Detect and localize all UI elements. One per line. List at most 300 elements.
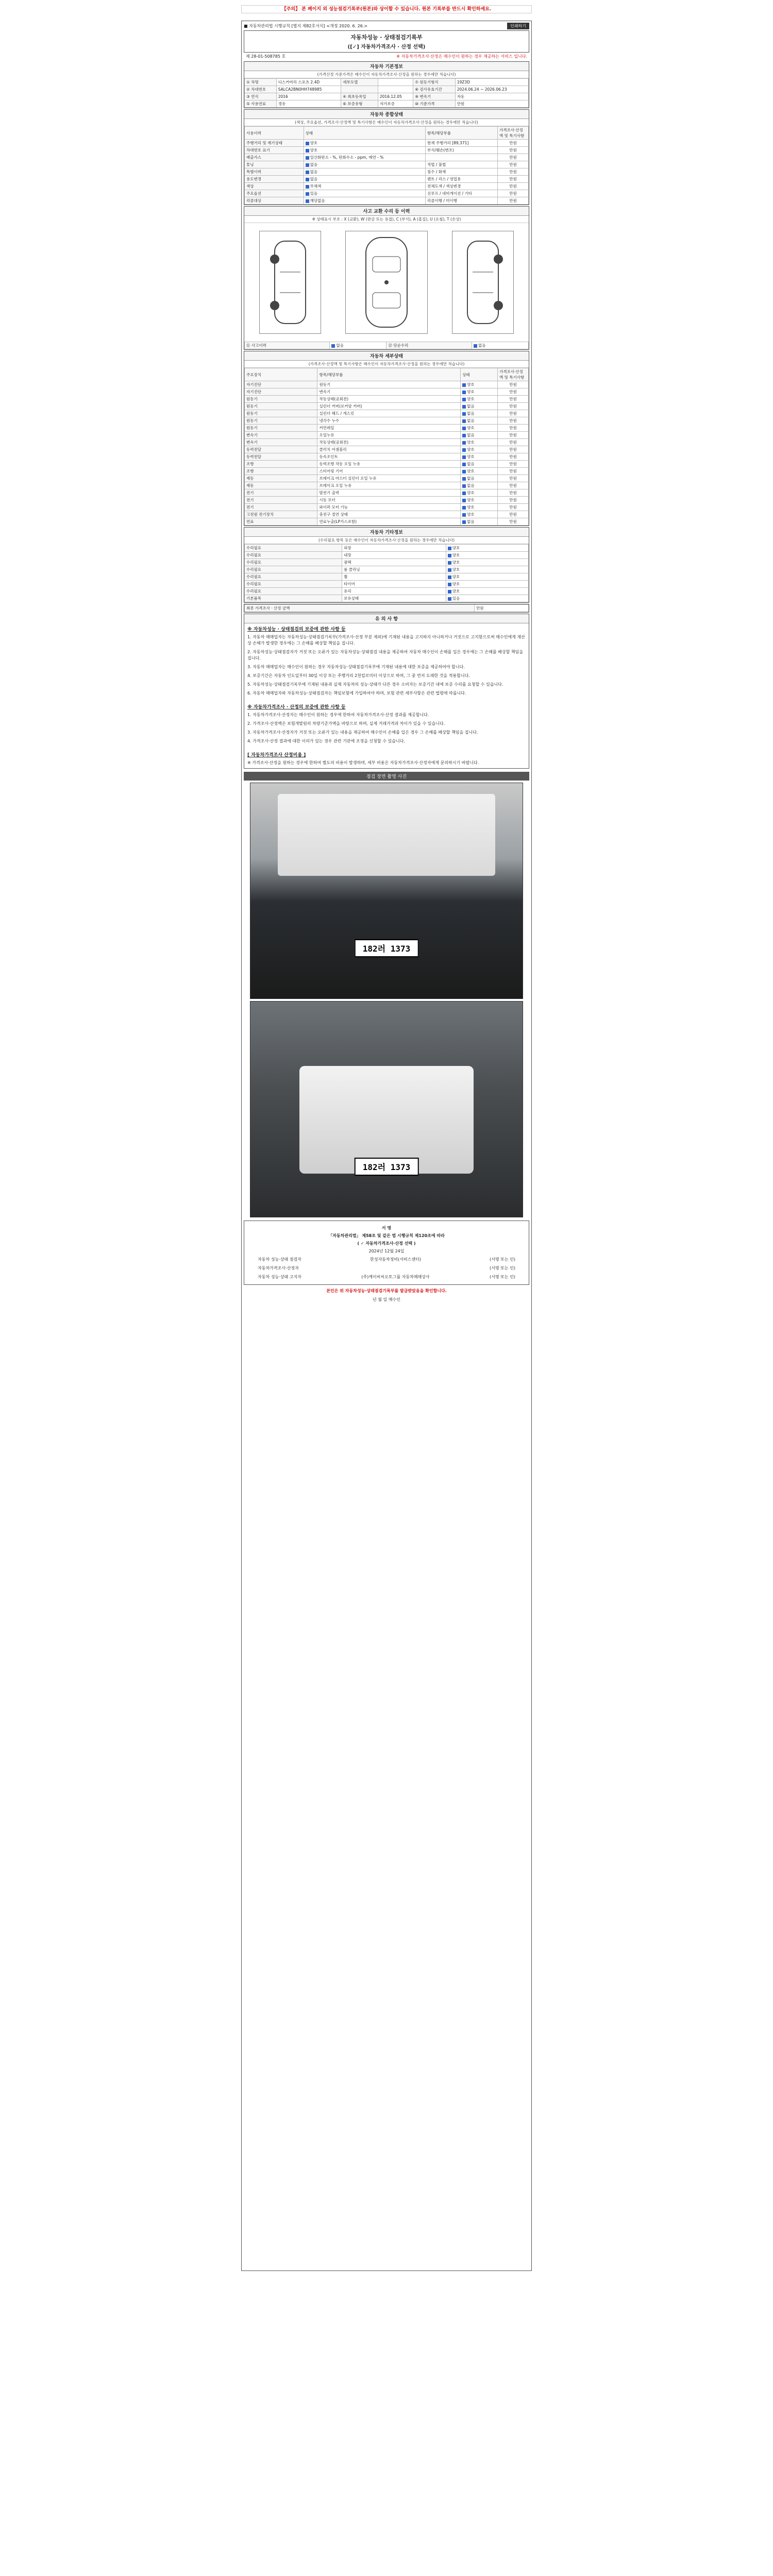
state-item: 배출가스 (245, 154, 304, 161)
exterior-section (244, 206, 529, 350)
report-title (244, 30, 529, 53)
etc-status: 양호 (446, 588, 528, 595)
detail-status: 양호 (461, 396, 498, 403)
note-paragraph: 6. 자동차 매매업자와 자동차성능·상태점검자는 책임보험에 가입하여야 하며, 보험 관련 세부사항은 관련 법령에 따릅니다. (247, 691, 466, 696)
opinion-section (244, 604, 529, 613)
etc-status: 양호 (446, 566, 528, 573)
detail-device: 변속기 (245, 432, 317, 439)
checkbox-icon (462, 477, 466, 481)
sign-date: 2024년 12월 24일 (368, 1249, 405, 1253)
checkbox-icon (306, 199, 309, 203)
detail-row (245, 396, 529, 403)
detail-status: 없음 (461, 482, 498, 489)
detail-status: 양호 (461, 446, 498, 453)
etc-item: 타이어 (342, 581, 446, 588)
state-header: 가격조사·산정액 및 특기사항 (498, 127, 529, 140)
car-side-icon (462, 236, 503, 329)
basic-cell: 2016 (276, 93, 341, 100)
checkbox-icon (462, 520, 466, 524)
detail-row (245, 453, 529, 461)
etc-row (245, 573, 529, 581)
notice-bar: 【주의】 본 페이지 외 성능점검기록부(원본)와 상이할 수 있습니다. 원본 기록부를 반드시 확인하세요. (241, 5, 532, 13)
detail-row (245, 497, 529, 504)
detail-part: 등속조인트 (317, 453, 461, 461)
detail-row (245, 511, 529, 518)
checkbox-icon (462, 463, 466, 466)
etc-row (245, 552, 529, 559)
basic-cell: SALCA2BN0HH748985 (276, 86, 341, 93)
detail-device: 원동기 (245, 403, 317, 410)
etc-item: 룸 클리닝 (342, 566, 446, 573)
detail-row (245, 410, 529, 417)
basic-cell: ⑤ 사용연료 (245, 100, 277, 108)
state-part (425, 154, 497, 161)
checkbox-icon (462, 492, 466, 495)
inspection-report (241, 21, 532, 2271)
state-price: 만원 (498, 161, 529, 168)
simple-repair-value: 없음 (472, 342, 528, 349)
detail-status: 양호 (461, 468, 498, 475)
etc-status: 양호 (446, 559, 528, 566)
detail-device: 조향 (245, 461, 317, 468)
basic-cell: ⑥ 보증유형 (341, 100, 378, 108)
checkbox-icon (462, 412, 466, 416)
detail-device: 전기 (245, 489, 317, 497)
doc-warning: ※ 자동차가격조사·산정은 매수인이 원하는 경우 제공하는 서비스 입니다. (396, 54, 527, 59)
state-status: 없음 (304, 168, 425, 176)
basic-row (245, 86, 529, 93)
etc-item: 광택 (342, 559, 446, 566)
basic-cell (341, 86, 378, 93)
sign-row-appraiser: 자동차가격조사·산정자 (서명 또는 인) (258, 1266, 515, 1270)
detail-status: 양호 (461, 425, 498, 432)
detail-row (245, 425, 529, 432)
car-side-icon (270, 236, 311, 329)
state-item: 주요옵션 (245, 190, 304, 197)
etc-item: 보유상태 (342, 595, 446, 602)
detail-row (245, 518, 529, 526)
detail-header: 가격조사·산정액 및 특기사항 (498, 368, 529, 381)
checkbox-icon (462, 484, 466, 488)
detail-device: 원동기 (245, 425, 317, 432)
detail-device: 전기 (245, 497, 317, 504)
note-paragraph: 4. 보증기간은 자동차 인도일부터 30일 이상 또는 주행거리 2천킬로미터 이상으로 하며, 그 중 먼저 도래한 것을 적용합니다. (247, 673, 470, 678)
checkbox-icon (448, 583, 451, 586)
car-top-view (345, 231, 428, 334)
detail-status: 양호 (461, 504, 498, 511)
footer-date: 년 월 일 매수인 (373, 1297, 400, 1302)
rear-photo (250, 1001, 523, 1217)
detail-title: 자동차 세부상태 (244, 351, 529, 361)
etc-status: 양호 (446, 552, 528, 559)
checkbox-icon (462, 513, 466, 517)
sign-title: 서 명 (381, 1226, 392, 1230)
detail-part: 커먼레일 (317, 425, 461, 432)
state-header: 상태 (304, 127, 425, 140)
basic-cell: ⑦ 원동기형식 (413, 79, 456, 86)
state-title: 자동차 종합상태 (244, 110, 529, 119)
detail-row (245, 446, 529, 453)
note-paragraph: 1. 자동차 매매업자는 자동차성능·상태점검기록부(가격조사·산정 부분 제외)에 기재된 내용을 고지하지 아니하거나 거짓으로 고지함으로써 매수인에게 재산상 손해가 발생한 경우에는 그 손해를 배상할 책임을 집니다. (247, 635, 525, 646)
checkbox-icon (306, 149, 309, 152)
detail-part: 발전기 출력 (317, 489, 461, 497)
detail-price: 만원 (498, 468, 529, 475)
checkbox-icon (448, 590, 451, 594)
basic-cell: ⑨ 변속기 (413, 93, 456, 100)
state-part: 선루프 / 네비게이션 / 기타 (425, 190, 497, 197)
note-paragraph: 1. 자동차가격조사·산정자는 매수인이 원하는 경우에 한하여 자동차가격조사·산정 결과를 제공합니다. (247, 713, 429, 717)
detail-part: 시동 모터 (317, 497, 461, 504)
sign-intro: 「자동차관리법」 제58조 및 같은 법 시행규칙 제120조에 따라 (328, 1233, 445, 1238)
basic-row (245, 100, 529, 108)
checkbox-icon (448, 554, 451, 557)
title-main: 자동차성능 · 상태점검기록부 (350, 34, 423, 41)
basic-cell: ⑩ 기준가격 (413, 100, 456, 108)
basic-cell: 디스커버리 스포츠 2.4D (276, 79, 341, 86)
accident-label: ⑪ 사고이력 (245, 342, 330, 349)
notes-h1: ※ 자동차성능 · 상태점검의 보증에 관한 사항 등 (247, 627, 346, 632)
state-row (245, 190, 529, 197)
detail-price: 만원 (498, 396, 529, 403)
detail-device: 자기진단 (245, 388, 317, 396)
detail-part: 연료누출(LP가스포함) (317, 518, 461, 526)
sign-intro2: ( ✓ 자동차가격조사·산정 선택 ) (357, 1241, 416, 1246)
etc-status: 양호 (446, 545, 528, 552)
checkbox-icon (462, 448, 466, 452)
state-row (245, 168, 529, 176)
detail-part: 충전구 절연 상태 (317, 511, 461, 518)
detail-price: 만원 (498, 475, 529, 482)
etc-group: 수리필요 (245, 545, 342, 552)
detail-part: 클러치 어셈블리 (317, 446, 461, 453)
basic-cell (378, 86, 413, 93)
detail-row (245, 475, 529, 482)
state-part: 부식/훼손(변조) (425, 147, 497, 154)
engine-photo (250, 783, 523, 999)
state-item: 튜닝 (245, 161, 304, 168)
detail-price: 만원 (498, 497, 529, 504)
state-price: 만원 (498, 147, 529, 154)
etc-row (245, 588, 529, 595)
state-price: 만원 (498, 140, 529, 147)
detail-device: 동력전달 (245, 453, 317, 461)
detail-status: 양호 (461, 439, 498, 446)
detail-price: 만원 (498, 489, 529, 497)
note-paragraph: 5. 자동차성능·상태점검기록부에 기재된 내용과 실제 자동차의 성능·상태가 다른 경우 소비자는 보증기간 내에 보증 수리를 요청할 수 있습니다. (247, 682, 503, 687)
detail-part: 동력조향 작동 오일 누유 (317, 461, 461, 468)
checkbox-icon (448, 575, 451, 579)
basic-info-sub: (가격산정 기준가격은 매수인이 자동차가격조사·산정을 원하는 경우에만 적습니다) (244, 71, 529, 78)
state-row (245, 140, 529, 147)
basic-cell: 만원 (455, 100, 528, 108)
etc-sub: (수리필요 항목 등은 매수인이 자동차가격조사·산정을 원하는 경우에만 적습니다) (244, 537, 529, 544)
state-part: 리콜이행 / 미이행 (425, 197, 497, 205)
basic-row (245, 79, 529, 86)
detail-row (245, 482, 529, 489)
checkbox-icon (462, 506, 466, 510)
etc-item: 내장 (342, 552, 446, 559)
notes-section (244, 614, 529, 769)
checkbox-icon (462, 499, 466, 502)
etc-group: 수리필요 (245, 566, 342, 573)
detail-row (245, 439, 529, 446)
license-plate: 182러 1373 (355, 939, 419, 957)
detail-device: 변속기 (245, 439, 317, 446)
detail-part: 브레이크 마스터 실린더 오일 누유 (317, 475, 461, 482)
basic-info-title: 자동차 기본정보 (244, 62, 529, 71)
detail-price: 만원 (498, 425, 529, 432)
state-price: 만원 (498, 183, 529, 190)
detail-sub: (가격조사·산정액 및 특기사항은 매수인이 자동차가격조사·산정을 원하는 경우에만 적습니다) (244, 361, 529, 368)
accident-value: 없음 (330, 342, 386, 349)
detail-price: 만원 (498, 388, 529, 396)
state-price: 만원 (498, 197, 529, 205)
notes-p1 (244, 632, 529, 701)
detail-price: 만원 (498, 381, 529, 388)
etc-group: 수리필요 (245, 552, 342, 559)
state-header: 항목/해당부품 (425, 127, 497, 140)
checkbox-icon (448, 568, 451, 572)
detail-price: 만원 (498, 432, 529, 439)
basic-cell: 자가보증 (378, 100, 413, 108)
etc-row (245, 545, 529, 552)
basic-info-table (244, 78, 529, 108)
detail-table (244, 368, 529, 526)
detail-price: 만원 (498, 417, 529, 425)
detail-row (245, 432, 529, 439)
car-diagram (244, 223, 529, 342)
detail-price: 만원 (498, 410, 529, 417)
checkbox-icon (462, 383, 466, 387)
state-item: 주행거리 및 계기상태 (245, 140, 304, 147)
detail-price: 만원 (498, 453, 529, 461)
etc-table (244, 544, 529, 602)
accident-table (244, 342, 529, 349)
detail-device: 전기 (245, 504, 317, 511)
state-item: 특별이력 (245, 168, 304, 176)
photos-title: 점검 장면 촬영 사진 (244, 772, 529, 781)
state-status: 양호 (304, 147, 425, 154)
checkbox-icon (306, 142, 309, 145)
etc-group: 수리필요 (245, 573, 342, 581)
state-row (245, 161, 529, 168)
state-price: 만원 (498, 168, 529, 176)
detail-status: 양호 (461, 388, 498, 396)
exterior-title: 사고 교환 수리 등 이력 (244, 207, 529, 216)
detail-device: 연료 (245, 518, 317, 526)
basic-cell: 19Z3D (455, 79, 528, 86)
detail-device: 원동기 (245, 410, 317, 417)
doc-number: 제 28-01-508785 호 (246, 54, 286, 59)
state-status: 있음 (304, 190, 425, 197)
detail-row (245, 461, 529, 468)
etc-group: 수리필요 (245, 559, 342, 566)
basic-cell: ② 차대번호 (245, 86, 277, 93)
etc-item: 유리 (342, 588, 446, 595)
etc-item: 휠 (342, 573, 446, 581)
car-left-view (259, 231, 321, 334)
state-price: 만원 (498, 176, 529, 183)
note-paragraph: 2. 자동차성능·상태점검자가 거짓 또는 오류가 있는 자동차성능·상태점검 내용을 제공하여 자동차 매수인이 손해를 입은 경우에는 그 손해를 배상할 책임을 집니다. (247, 650, 524, 660)
state-part: 전체도색 / 색상변경 (425, 183, 497, 190)
detail-status: 양호 (461, 381, 498, 388)
checkbox-icon (462, 405, 466, 409)
detail-status: 없음 (461, 475, 498, 482)
basic-info-section (244, 61, 529, 108)
detail-part: 와이퍼 모터 기능 (317, 504, 461, 511)
checkbox-icon (306, 192, 309, 196)
detail-status: 없음 (461, 417, 498, 425)
detail-price: 만원 (498, 518, 529, 526)
detail-price: 만원 (498, 482, 529, 489)
state-part: 렌트 / 리스 / 영업용 (425, 176, 497, 183)
checkbox-icon (306, 178, 309, 181)
detail-status: 양호 (461, 497, 498, 504)
detail-part: 작동상태(공회전) (317, 439, 461, 446)
car-right-view (452, 231, 514, 334)
detail-status: 없음 (461, 403, 498, 410)
detail-row (245, 417, 529, 425)
detail-device: 제동 (245, 475, 317, 482)
detail-price: 만원 (498, 439, 529, 446)
checkbox-icon (462, 441, 466, 445)
detail-row (245, 403, 529, 410)
checkbox-icon (306, 171, 309, 174)
exterior-note: ※ 상태표시 부호 : X (교환), W (판금 또는 용접), C (부식), A (흠집), U (요철), T (손상) (244, 216, 529, 223)
checkbox-icon (462, 427, 466, 430)
state-part: 적법 / 불법 (425, 161, 497, 168)
checkbox-icon (448, 561, 451, 565)
basic-row (245, 93, 529, 100)
detail-header: 주요장치 (245, 368, 317, 381)
detail-row (245, 468, 529, 475)
footer-note: 본인은 위 자동차성능·상태점검기록부를 발급받았음을 확인합니다. (326, 1289, 447, 1293)
checkbox-icon (462, 434, 466, 437)
checkbox-icon (462, 391, 466, 394)
state-status: 없음 (304, 176, 425, 183)
license-plate: 182러 1373 (355, 1158, 419, 1176)
checkbox-icon (462, 455, 466, 459)
detail-part: 변속기 (317, 388, 461, 396)
detail-price: 만원 (498, 446, 529, 453)
note-paragraph: 2. 가격조사·산정액은 보험개발원의 차량기준가액을 바탕으로 하며, 실제 거래가격과 차이가 있을 수 있습니다. (247, 721, 445, 726)
detail-row (245, 489, 529, 497)
state-row (245, 154, 529, 161)
detail-device: 원동기 (245, 417, 317, 425)
etc-group: 기본품목 (245, 595, 342, 602)
basic-cell (378, 79, 413, 86)
etc-title: 자동차 기타정보 (244, 528, 529, 537)
state-item: 용도변경 (245, 176, 304, 183)
detail-device: 제동 (245, 482, 317, 489)
state-price: 만원 (498, 154, 529, 161)
etc-row (245, 581, 529, 588)
basic-cell: ④ 최초등록일 (341, 93, 378, 100)
detail-section (244, 351, 529, 526)
state-row (245, 147, 529, 154)
signature-section (244, 1221, 529, 1285)
state-item: 색상 (245, 183, 304, 190)
opinion-value: 만원 (475, 605, 529, 612)
state-status: 해당없음 (304, 197, 425, 205)
detail-device: 조향 (245, 468, 317, 475)
checkbox-icon (462, 470, 466, 473)
checkbox-icon (306, 163, 309, 167)
etc-status: 양호 (446, 573, 528, 581)
state-item: 리콜대상 (245, 197, 304, 205)
detail-row (245, 504, 529, 511)
detail-price: 만원 (498, 504, 529, 511)
title-sub: ([✓] 자동차가격조사 · 산정 선택) (347, 44, 426, 50)
checkbox-icon (306, 185, 309, 189)
state-row (245, 176, 529, 183)
basic-cell: ⑧ 검사유효기간 (413, 86, 456, 93)
detail-device: 동력전달 (245, 446, 317, 453)
state-price: 만원 (498, 190, 529, 197)
car-top-icon (353, 233, 420, 331)
detail-device: 자기진단 (245, 381, 317, 388)
detail-status: 없음 (461, 518, 498, 526)
state-item: 차대번호 표기 (245, 147, 304, 154)
simple-repair-label: ⑫ 단순수리 (386, 342, 472, 349)
detail-status: 없음 (461, 410, 498, 417)
form-legal-ref: ■ 자동차관리법 시행규칙 [별지 제82호서식] <개정 2020. 6. 26.> (244, 23, 368, 28)
basic-cell: 자동 (455, 93, 528, 100)
etc-group: 수리필요 (245, 581, 342, 588)
state-status: 양호 (304, 140, 425, 147)
etc-status: 양호 (446, 581, 528, 588)
doc-meta (242, 53, 531, 60)
note-paragraph: 3. 자동차가격조사·산정자가 거짓 또는 오류가 있는 내용을 제공하여 매수인이 손해를 입은 경우 그 손해를 배상할 책임을 집니다. (247, 730, 478, 735)
state-sub: (색상, 주요옵션, 가격조사·산정액 및 특기사항은 매수인이 자동차가격조사·산정을 원하는 경우에만 적습니다) (244, 119, 529, 126)
detail-row (245, 388, 529, 396)
etc-group: 수리필요 (245, 588, 342, 595)
detail-part: 오일누유 (317, 432, 461, 439)
basic-cell: 경유 (276, 100, 341, 108)
checkbox-icon (448, 547, 451, 550)
note-paragraph: 4. 가격조사·산정 결과에 대한 이의가 있는 경우 관련 기관에 조정을 신청할 수 있습니다. (247, 739, 405, 743)
print-button[interactable]: 인쇄하기 (507, 23, 529, 29)
state-status: 일산화탄소 - %, 탄화수소 - ppm, 매연 - % (304, 154, 425, 161)
state-status: 없음 (304, 161, 425, 168)
etc-row (245, 595, 529, 602)
notes-title: 유 의 사 항 (244, 614, 529, 623)
checkbox-icon (306, 156, 309, 160)
detail-device: 원동기 (245, 396, 317, 403)
detail-status: 없음 (461, 461, 498, 468)
state-header: 사용이력 (245, 127, 304, 140)
checkbox-icon (462, 419, 466, 423)
state-row (245, 183, 529, 190)
opinion-label: 최종 가격조사 · 산정 금액 (245, 605, 475, 612)
basic-cell: 2024.06.24 ~ 2026.06.23 (455, 86, 528, 93)
detail-part: 냉각수 누수 (317, 417, 461, 425)
state-section (244, 109, 529, 205)
detail-part: 스티어링 기어 (317, 468, 461, 475)
etc-section (244, 527, 529, 603)
detail-device: 고전원 전기장치 (245, 511, 317, 518)
detail-part: 실린더 커버(로커암 커버) (317, 403, 461, 410)
detail-status: 양호 (461, 511, 498, 518)
notes-p2 (244, 710, 529, 749)
detail-status: 양호 (461, 453, 498, 461)
detail-price: 만원 (498, 403, 529, 410)
notes-h2: ※ 자동차가격조사 · 산정의 보증에 관한 사항 등 (247, 705, 346, 710)
note-paragraph: 3. 자동차 매매업자는 매수인이 원하는 경우 자동차성능·상태점검기록부에 기재된 내용에 대한 보증을 제공하여야 합니다. (247, 665, 465, 669)
sign-row-dealer: 자동차 성능·상태 고지자 (주)케이씨씨오토그룹 자동차매매상사 (서명 또는 인) (258, 1275, 515, 1279)
notes-h3: [ 자동차가격조사 산정비용 ] (247, 753, 306, 758)
state-table (244, 126, 529, 205)
